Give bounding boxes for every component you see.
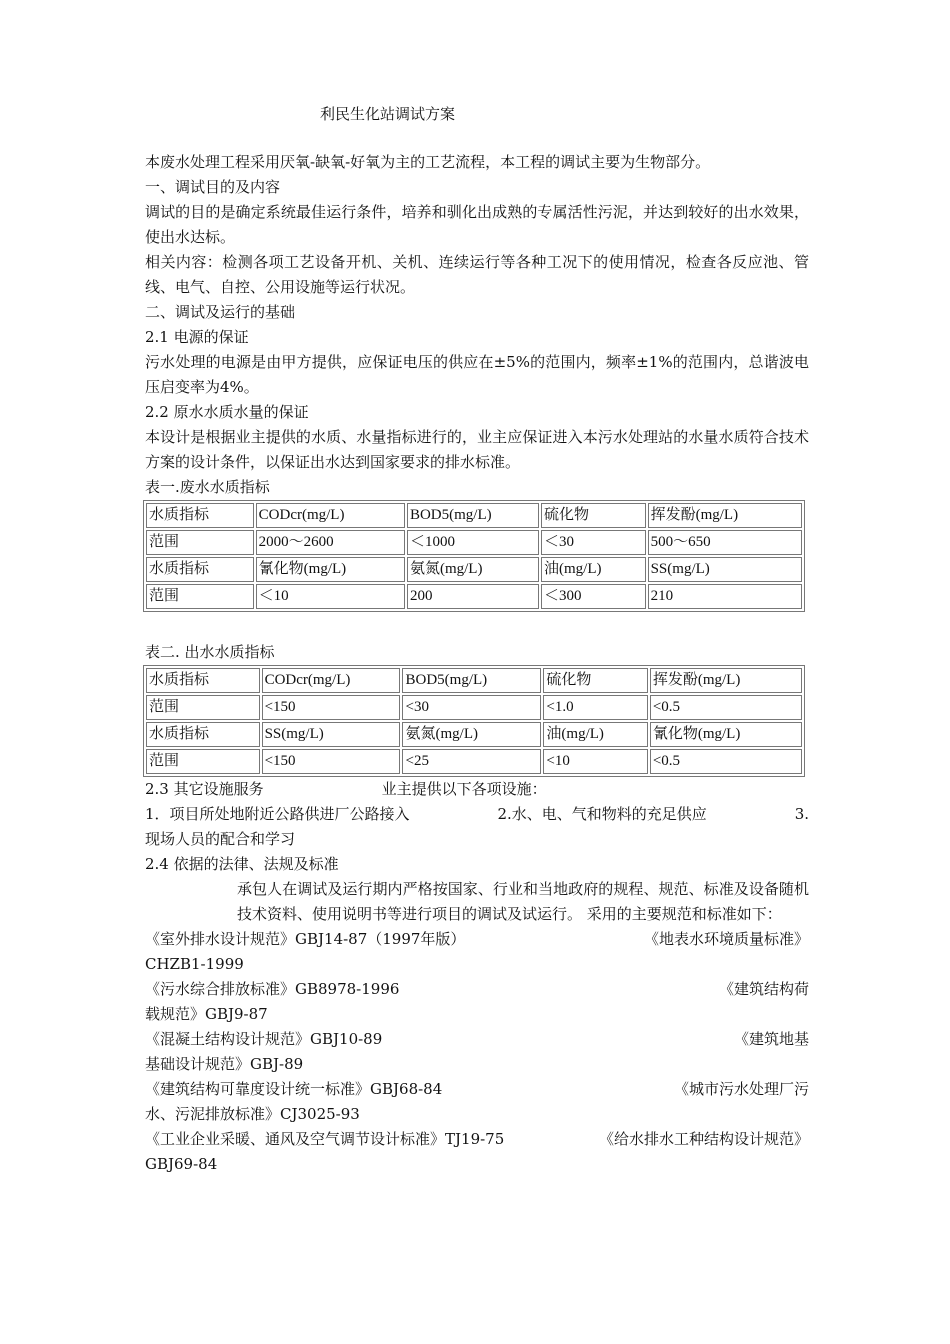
table-cell: <0.5: [650, 749, 802, 774]
table-row: [146, 557, 802, 582]
standard-left: 《污水综合排放标准》GB8978-1996: [145, 980, 400, 998]
standard-continuation: GBJ69-84: [145, 1155, 218, 1173]
table-cell: CODcr(mg/L): [262, 668, 401, 693]
table-cell: 200: [407, 584, 539, 609]
table-cell: <1.0: [543, 695, 647, 720]
facility-item-3-number: 3.: [794, 805, 809, 823]
section-1-paragraph-2: 相关内容：检测各项工艺设备开机、关机、连续运行等各种工况下的使用情况，检查各反应池、管线、电气、自控、公用设施等运行状况。: [145, 253, 809, 296]
table-row: [146, 584, 802, 609]
table-row: [146, 749, 802, 774]
standard-left: 《工业企业采暖、通风及空气调节设计标准》TJ19-75: [145, 1130, 505, 1148]
section-2-3-heading: [145, 777, 809, 802]
standard-right: 《建筑地基: [733, 1030, 809, 1048]
intro-paragraph: 本废水处理工程采用厌氧-缺氧-好氧为主的工艺流程，本工程的调试主要为生物部分。: [145, 153, 711, 171]
section-2-4-paragraph: 承包人在调试及运行期内严格按国家、行业和当地政府的规程、规范、标准及设备随机技术资料、使用说明书等进行项目的调试及试运行。 采用的主要规范和标准如下：: [237, 880, 809, 923]
section-2-heading: 二、调试及运行的基础: [145, 303, 296, 321]
standard-left: 《室外排水设计规范》GBJ14-87（1997年版）: [145, 930, 466, 948]
standard-line: [145, 1127, 809, 1152]
standard-continuation: 水、污泥排放标准》CJ3025-93: [145, 1105, 360, 1123]
table-cell: 氨氮(mg/L): [402, 722, 541, 747]
section-2-3-tail: 业主提供以下各项设施：: [381, 780, 547, 798]
table-cell: 水质指标: [146, 503, 254, 528]
table-2-effluent-quality: [143, 665, 805, 777]
table-cell: <10: [543, 749, 647, 774]
document-body: [145, 150, 809, 1177]
table-cell: 范围: [146, 695, 260, 720]
standard-line: [145, 1027, 809, 1052]
table-row: [146, 722, 802, 747]
table-cell: 范围: [146, 749, 260, 774]
facility-item-2: 2.水、电、气和物料的充足供应: [497, 805, 707, 823]
table-cell: 挥发酚(mg/L): [650, 668, 802, 693]
table-cell: <30: [402, 695, 541, 720]
table-cell: 2000～2600: [256, 530, 405, 555]
table-cell: 范围: [146, 584, 254, 609]
section-1-paragraph-1: 调试的目的是确定系统最佳运行条件，培养和驯化出成熟的专属活性污泥，并达到较好的出水效果，使出水达标。: [145, 203, 809, 246]
table-cell: <150: [262, 749, 401, 774]
table-cell: SS(mg/L): [262, 722, 401, 747]
table-cell: 氰化物(mg/L): [650, 722, 802, 747]
table-cell: 硫化物: [543, 668, 647, 693]
standard-right: 《给水排水工种结构设计规范》: [598, 1130, 809, 1148]
table-cell: <150: [262, 695, 401, 720]
spacer: [145, 612, 809, 640]
facility-item-1: 1．项目所处地附近公路供进厂公路接入: [145, 805, 410, 823]
table-cell: 油(mg/L): [541, 557, 646, 582]
table-row: [146, 530, 802, 555]
facilities-line: [145, 802, 809, 827]
standard-right: 《建筑结构荷: [718, 980, 809, 998]
table-cell: 硫化物: [541, 503, 646, 528]
section-2-4-heading: 2.4 依据的法律、法规及标准: [145, 855, 339, 873]
standard-line: [145, 977, 809, 1002]
table-cell: ＜10: [256, 584, 405, 609]
section-1-heading: 一、调试目的及内容: [145, 178, 281, 196]
standard-right: 《地表水环境质量标准》: [643, 930, 809, 948]
table-cell: BOD5(mg/L): [402, 668, 541, 693]
section-2-2-paragraph: 本设计是根据业主提供的水质、水量指标进行的，业主应保证进入本污水处理站的水量水质符合技术方案的设计条件，以保证出水达到国家要求的排水标准。: [145, 428, 809, 471]
table-1-influent-quality: [143, 500, 805, 612]
table-row: [146, 668, 802, 693]
table-cell: ＜300: [541, 584, 646, 609]
standard-left: 《混凝土结构设计规范》GBJ10-89: [145, 1030, 383, 1048]
standard-continuation: 基础设计规范》GBJ-89: [145, 1055, 304, 1073]
table-cell: 氨氮(mg/L): [407, 557, 539, 582]
standard-line: [145, 1077, 809, 1102]
table-cell: 水质指标: [146, 557, 254, 582]
facility-item-3-text: 现场人员的配合和学习: [145, 830, 296, 848]
table-cell: 水质指标: [146, 722, 260, 747]
table-cell: CODcr(mg/L): [256, 503, 405, 528]
standard-left: 《建筑结构可靠度设计统一标准》GBJ68-84: [145, 1080, 443, 1098]
table-cell: ＜30: [541, 530, 646, 555]
table-cell: 范围: [146, 530, 254, 555]
table-cell: ＜1000: [407, 530, 539, 555]
table-cell: 氰化物(mg/L): [256, 557, 405, 582]
section-2-1-heading: 2.1 电源的保证: [145, 328, 249, 346]
table-cell: 210: [648, 584, 802, 609]
table-cell: BOD5(mg/L): [407, 503, 539, 528]
standard-continuation: 载规范》GBJ9-87: [145, 1005, 268, 1023]
table-2-caption: 表二. 出水水质指标: [145, 643, 275, 661]
standard-line: [145, 927, 809, 952]
table-row: [146, 503, 802, 528]
table-cell: 挥发酚(mg/L): [648, 503, 802, 528]
table-1-caption: 表一.废水水质指标: [145, 478, 270, 496]
table-cell: 500～650: [648, 530, 802, 555]
standard-continuation: CHZB1-1999: [145, 955, 244, 973]
table-cell: 水质指标: [146, 668, 260, 693]
standard-right: 《城市污水处理厂污: [673, 1080, 809, 1098]
table-cell: <0.5: [650, 695, 802, 720]
section-2-2-heading: 2.2 原水水质水量的保证: [145, 403, 309, 421]
table-row: [146, 695, 802, 720]
section-2-1-paragraph: 污水处理的电源是由甲方提供，应保证电压的供应在±5%的范围内，频率±1%的范围内，总谐波电压启变率为4%。: [145, 353, 809, 396]
table-cell: SS(mg/L): [648, 557, 802, 582]
table-cell: 油(mg/L): [543, 722, 647, 747]
document-title: 利民生化站调试方案: [320, 105, 456, 123]
section-2-3-title: 2.3 其它设施服务: [145, 780, 264, 798]
table-cell: <25: [402, 749, 541, 774]
